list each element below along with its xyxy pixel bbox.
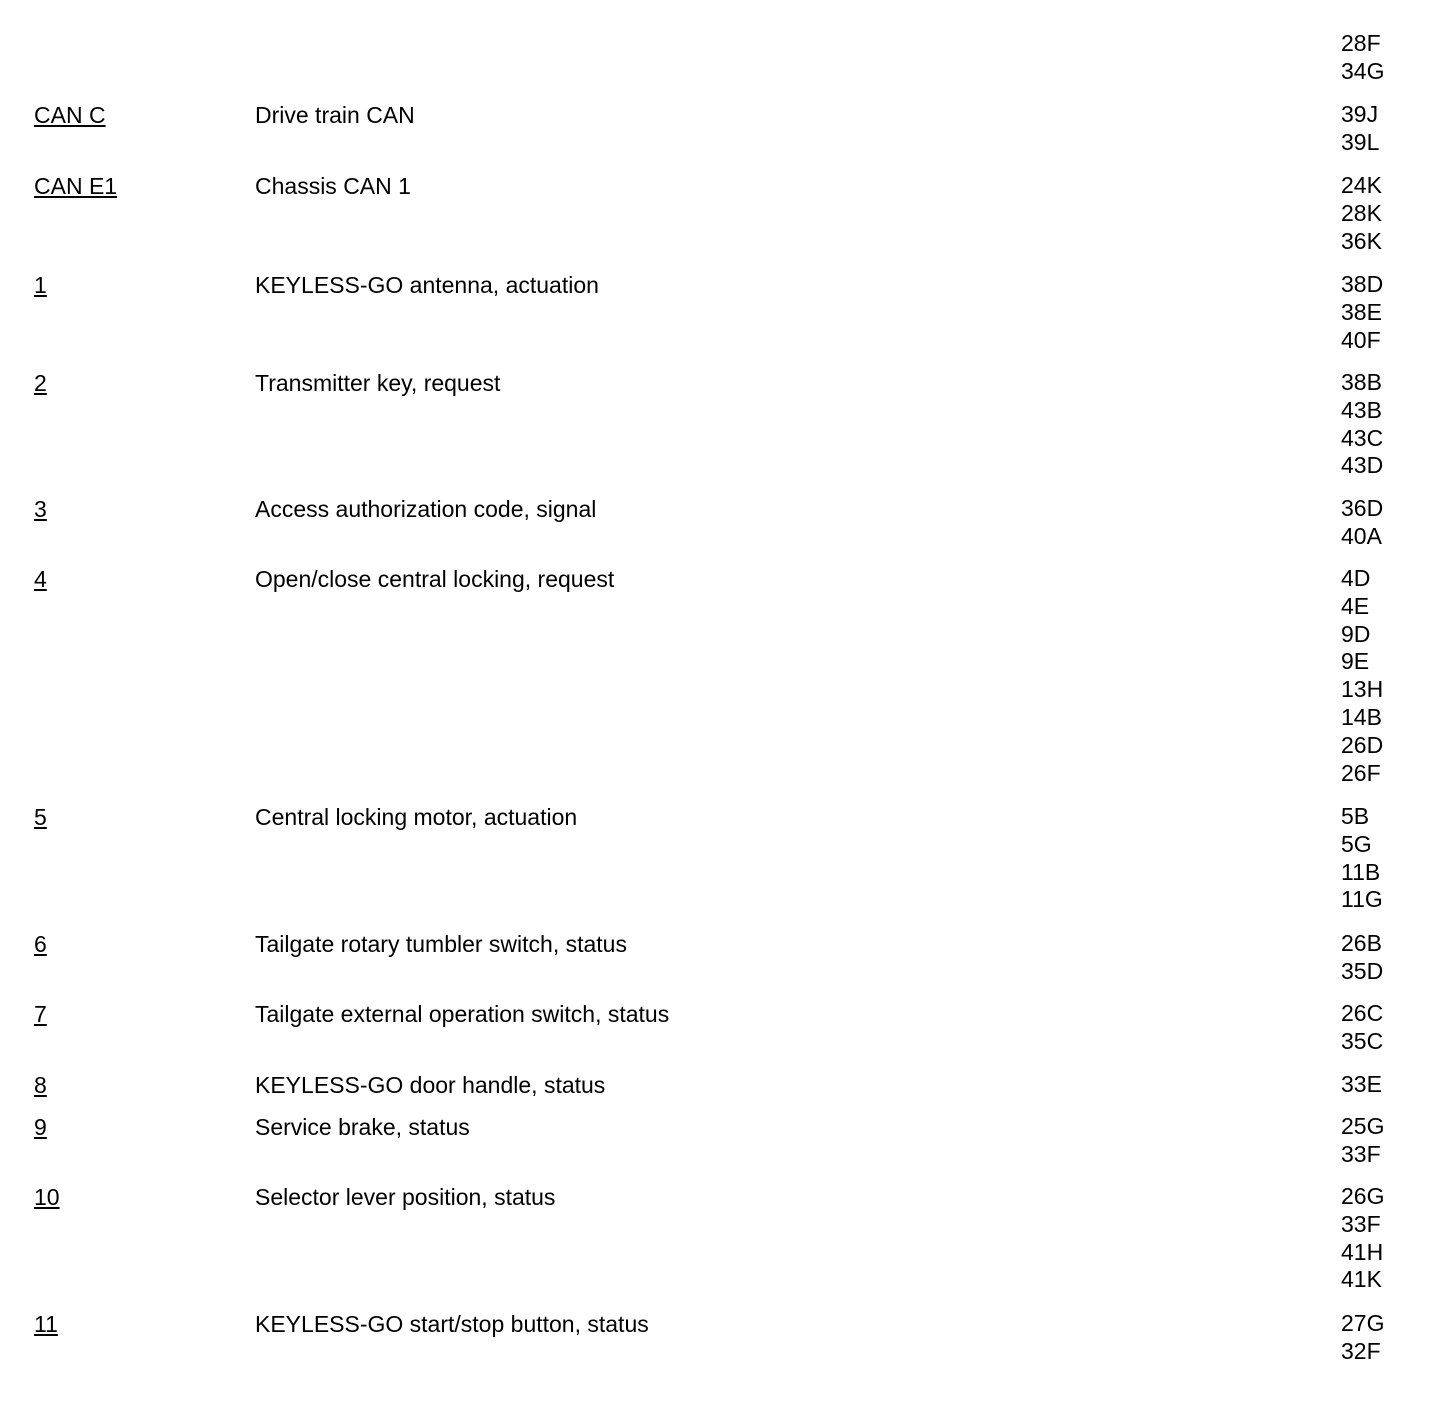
legend-code-link[interactable]: 5 bbox=[34, 804, 47, 830]
ref-item: 36D bbox=[1341, 495, 1384, 521]
legend-description: KEYLESS-GO start/stop button, status bbox=[255, 1311, 649, 1337]
ref-item: 33E bbox=[1341, 1071, 1382, 1097]
ref-item: 40A bbox=[1341, 522, 1382, 549]
ref-item: 9D bbox=[1341, 620, 1371, 647]
legend-description: Open/close central locking, request bbox=[255, 566, 615, 592]
legend-code-link[interactable]: 1 bbox=[34, 272, 47, 298]
ref-item: 38E bbox=[1341, 298, 1382, 325]
legend-code-link[interactable]: 10 bbox=[34, 1184, 60, 1210]
legend-code-link[interactable]: 11 bbox=[34, 1311, 58, 1337]
legend-refs bbox=[1341, 271, 1383, 354]
ref-item: 38B bbox=[1341, 369, 1382, 395]
ref-item: 34G bbox=[1341, 57, 1385, 84]
legend-refs bbox=[1341, 101, 1379, 157]
ref-item: 5G bbox=[1341, 830, 1372, 857]
legend-code-link[interactable]: 2 bbox=[34, 370, 47, 396]
legend-code-link[interactable]: 7 bbox=[34, 1001, 47, 1027]
ref-item: 32F bbox=[1341, 1337, 1381, 1364]
legend-code-link[interactable]: 4 bbox=[34, 566, 47, 592]
legend-refs bbox=[1341, 803, 1383, 914]
ref-item: 39L bbox=[1341, 128, 1380, 155]
ref-item: 38D bbox=[1341, 271, 1384, 297]
ref-item: 26B bbox=[1341, 930, 1382, 956]
legend-code-link[interactable]: CAN E1 bbox=[34, 173, 118, 199]
legend-refs bbox=[1341, 1071, 1382, 1099]
legend-refs bbox=[1341, 1113, 1384, 1169]
ref-item: 35C bbox=[1341, 1027, 1384, 1054]
ref-item: 41H bbox=[1341, 1238, 1384, 1265]
ref-item: 43C bbox=[1341, 424, 1384, 451]
ref-item: 36K bbox=[1341, 227, 1382, 254]
ref-item: 4D bbox=[1341, 565, 1371, 591]
ref-item: 13H bbox=[1341, 676, 1384, 703]
ref-item: 26F bbox=[1341, 759, 1381, 786]
legend-refs bbox=[1341, 1183, 1384, 1294]
legend-description: Transmitter key, request bbox=[255, 370, 501, 396]
ref-item: 4E bbox=[1341, 592, 1370, 619]
legend-description: Chassis CAN 1 bbox=[255, 173, 411, 199]
legend-description: Drive train CAN bbox=[255, 102, 415, 128]
legend-description: Tailgate rotary tumbler switch, status bbox=[255, 931, 627, 957]
legend-code-link[interactable]: 9 bbox=[34, 1114, 47, 1140]
legend-description: KEYLESS-GO antenna, actuation bbox=[255, 272, 599, 298]
legend-description: Service brake, status bbox=[255, 1114, 470, 1140]
ref-item: 43D bbox=[1341, 452, 1384, 479]
ref-item: 39J bbox=[1341, 101, 1379, 127]
ref-item: 40F bbox=[1341, 326, 1381, 353]
ref-item: 33F bbox=[1341, 1210, 1381, 1237]
legend-description: Central locking motor, actuation bbox=[255, 804, 578, 830]
ref-item: 11B bbox=[1341, 858, 1381, 885]
ref-item: 11G bbox=[1341, 886, 1383, 913]
ref-item: 33F bbox=[1341, 1140, 1381, 1167]
legend-refs bbox=[1341, 1000, 1383, 1056]
legend-code-link[interactable]: 6 bbox=[34, 931, 47, 957]
continuation-refs bbox=[1341, 30, 1384, 86]
ref-item: 26G bbox=[1341, 1183, 1385, 1209]
legend-refs bbox=[1341, 172, 1382, 255]
ref-item: 24K bbox=[1341, 172, 1382, 198]
legend-refs bbox=[1341, 495, 1383, 551]
legend-refs bbox=[1341, 930, 1383, 986]
ref-item: 9E bbox=[1341, 648, 1370, 675]
ref-item: 27G bbox=[1341, 1310, 1385, 1336]
legend-description: KEYLESS-GO door handle, status bbox=[255, 1072, 606, 1098]
legend-refs bbox=[1341, 1310, 1384, 1366]
ref-item: 28F bbox=[1341, 30, 1381, 56]
ref-item: 25G bbox=[1341, 1113, 1385, 1139]
legend-description: Selector lever position, status bbox=[255, 1184, 556, 1210]
legend-refs bbox=[1341, 565, 1383, 787]
legend-description: Tailgate external operation switch, status bbox=[255, 1001, 670, 1027]
ref-item: 26C bbox=[1341, 1000, 1384, 1026]
ref-item: 28K bbox=[1341, 199, 1382, 226]
ref-item: 41K bbox=[1341, 1266, 1382, 1293]
ref-item: 5B bbox=[1341, 803, 1370, 829]
ref-item: 43B bbox=[1341, 396, 1382, 423]
legend-code-link[interactable]: CAN C bbox=[34, 102, 106, 128]
ref-item: 35D bbox=[1341, 957, 1384, 984]
legend-refs bbox=[1341, 369, 1383, 480]
legend-code-link[interactable]: 8 bbox=[34, 1072, 47, 1098]
legend-code-link[interactable]: 3 bbox=[34, 496, 47, 522]
ref-item: 26D bbox=[1341, 731, 1384, 758]
legend-description: Access authorization code, signal bbox=[255, 496, 597, 522]
ref-item: 14B bbox=[1341, 703, 1382, 730]
